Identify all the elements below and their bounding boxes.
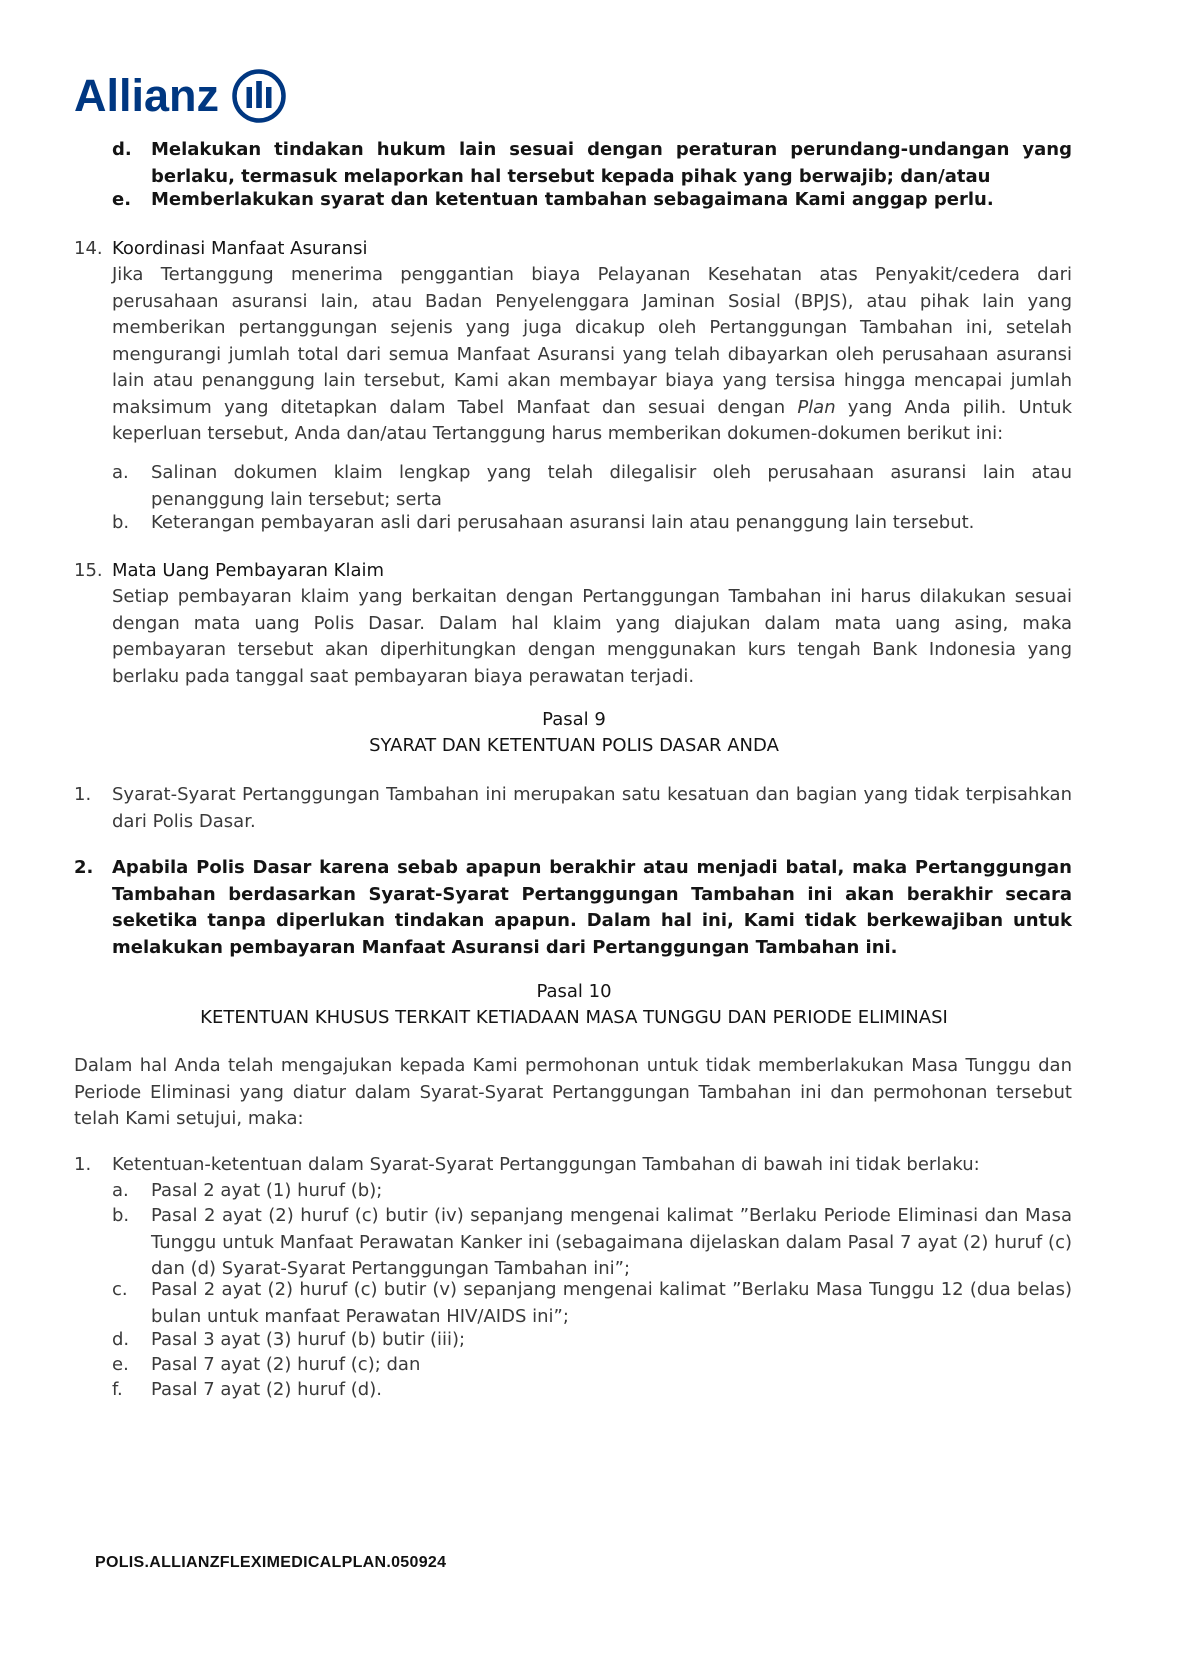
list-item	[74, 782, 1072, 835]
document-code: POLIS.ALLIANZFLEXIMEDICALPLAN.050924	[95, 1554, 447, 1571]
section-title: Mata Uang Pembayaran Klaim	[112, 560, 385, 581]
list-text: Pasal 2 ayat (1) huruf (b);	[151, 1180, 383, 1201]
body-text: Setiap pembayaran klaim yang berkaitan dengan Pertanggungan Tambahan ini harus dilakukan sesuai dengan mata uang Polis Dasar. Dalam hal klaim yang diajukan dalam mata uang asing, maka pembayaran tersebut akan diperhitungkan dengan menggunakan kurs tengah Bank Indonesia yang berlaku pada tanggal saat pembayaran biaya perawatan terjadi.	[112, 586, 1072, 687]
list-marker: b.	[112, 512, 130, 533]
list-text: Pasal 7 ayat (2) huruf (c); dan	[151, 1354, 421, 1375]
list-item	[112, 460, 1072, 513]
list-text: Melakukan tindakan hukum lain sesuai dengan peraturan perundang-undangan yang berlaku, termasuk melaporkan hal tersebut kepada pihak yang berwajib; dan/atau	[151, 139, 1072, 187]
section-14-body	[112, 262, 1072, 448]
list-text: Salinan dokumen klaim lengkap yang telah dilegalisir oleh perusahaan asuransi lain atau penanggung lain tersebut; serta	[151, 462, 1072, 510]
allianz-eagle-icon	[231, 68, 287, 124]
list-item	[112, 1277, 1072, 1330]
list-text: Apabila Polis Dasar karena sebab apapun berakhir atau menjadi batal, maka Pertanggungan Tambahan berdasarkan Syarat-Syarat Pertanggungan Tambahan ini akan berakhir secara seketika tanpa diperlukan tindakan apapun. Dalam hal ini, Kami tidak berkewajiban untuk melakukan pembayaran Manfaat Asuransi dari Pertanggungan Tambahan ini.	[112, 857, 1072, 958]
list-text: Pasal 7 ayat (2) huruf (d).	[151, 1379, 382, 1400]
list-item	[112, 137, 1072, 190]
list-item	[112, 187, 1072, 214]
list-text: Ketentuan-ketentuan dalam Syarat-Syarat Pertanggungan Tambahan di bawah ini tidak berlaku:	[112, 1154, 980, 1175]
section-number: 15.	[74, 560, 103, 581]
body-text: Dalam hal Anda telah mengajukan kepada Kami permohonan untuk tidak memberlakukan Masa Tunggu dan Periode Eliminasi yang diatur dalam Syarat-Syarat Pertanggungan Tambahan ini dan permohonan tersebut telah Kami setujui, maka:	[74, 1055, 1072, 1129]
list-marker: b.	[112, 1205, 130, 1226]
section-title: Koordinasi Manfaat Asuransi	[112, 238, 368, 259]
list-marker: e.	[112, 189, 132, 210]
pasal-9-label: Pasal 9	[542, 709, 606, 730]
allianz-logo	[74, 68, 287, 124]
section-15-heading	[74, 558, 1072, 585]
list-item	[74, 855, 1072, 961]
list-marker: 1.	[74, 784, 92, 805]
section-15-body	[112, 584, 1072, 690]
list-marker: d.	[112, 139, 132, 160]
list-text: Keterangan pembayaran asli dari perusahaan asuransi lain atau penanggung lain tersebut.	[151, 512, 975, 533]
list-text: Pasal 3 ayat (3) huruf (b) butir (iii);	[151, 1329, 466, 1350]
pasal-10-intro	[74, 1053, 1072, 1133]
list-text: Pasal 2 ayat (2) huruf (c) butir (iv) sepanjang mengenai kalimat ”Berlaku Periode Eliminasi dan Masa Tunggu untuk Manfaat Perawatan Kanker ini (sebagaimana dijelaskan dalam Pasal 7 ayat (2) huruf (c) dan (d) Syarat-Syarat Pertanggungan Tambahan ini”;	[151, 1205, 1072, 1279]
list-marker: c.	[112, 1279, 128, 1300]
list-text: Memberlakukan syarat dan ketentuan tambahan sebagaimana Kami anggap perlu.	[151, 189, 994, 210]
section-number: 14.	[74, 238, 103, 259]
list-marker: d.	[112, 1329, 130, 1350]
list-marker: 1.	[74, 1154, 92, 1175]
list-marker: e.	[112, 1354, 129, 1375]
list-text: Syarat-Syarat Pertanggungan Tambahan ini merupakan satu kesatuan dan bagian yang tidak terpisahkan dari Polis Dasar.	[112, 784, 1072, 832]
list-item	[112, 1352, 1072, 1379]
list-item	[112, 1377, 1072, 1404]
body-text: yang Anda pilih. Untuk keperluan tersebut, Anda dan/atau Tertanggung harus memberikan dokumen-dokumen berikut ini:	[112, 396, 1072, 444]
section-14-heading	[74, 236, 1072, 263]
list-marker: 2.	[74, 857, 94, 878]
logo-wordmark: Allianz	[74, 70, 220, 121]
list-marker: f.	[112, 1379, 123, 1400]
list-item	[112, 1178, 1072, 1205]
list-text: Pasal 2 ayat (2) huruf (c) butir (v) sepanjang mengenai kalimat ”Berlaku Masa Tunggu 12 (dua belas) bulan untuk manfaat Perawatan HIV/AIDS ini”;	[151, 1279, 1072, 1327]
pasal-9-title: SYARAT DAN KETENTUAN POLIS DASAR ANDA	[369, 735, 779, 756]
list-marker: a.	[112, 1180, 129, 1201]
list-item	[112, 1203, 1072, 1283]
pasal-10-label: Pasal 10	[536, 981, 612, 1002]
pasal-10-title: KETENTUAN KHUSUS TERKAIT KETIADAAN MASA TUNGGU DAN PERIODE ELIMINASI	[200, 1007, 948, 1028]
list-item	[112, 1327, 1072, 1354]
list-item	[112, 510, 1072, 537]
list-item	[74, 1152, 1072, 1179]
plan-term: Plan	[797, 396, 836, 418]
body-text: Jika Tertanggung menerima penggantian biaya Pelayanan Kesehatan atas Penyakit/cedera dari perusahaan asuransi lain, atau Badan Penyelenggara Jaminan Sosial (BPJS), atau pihak lain yang memberikan pertanggungan sejenis yang juga dicakup oleh Pertanggungan Tambahan ini, setelah mengurangi jumlah total dari semua Manfaat Asuransi yang telah dibayarkan oleh perusahaan asuransi lain atau penanggung lain tersebut, Kami akan membayar biaya yang tersisa hingga mencapai jumlah maksimum yang ditetapkan dalam Tabel Manfaat dan sesuai dengan	[112, 264, 1072, 418]
list-marker: a.	[112, 462, 129, 483]
